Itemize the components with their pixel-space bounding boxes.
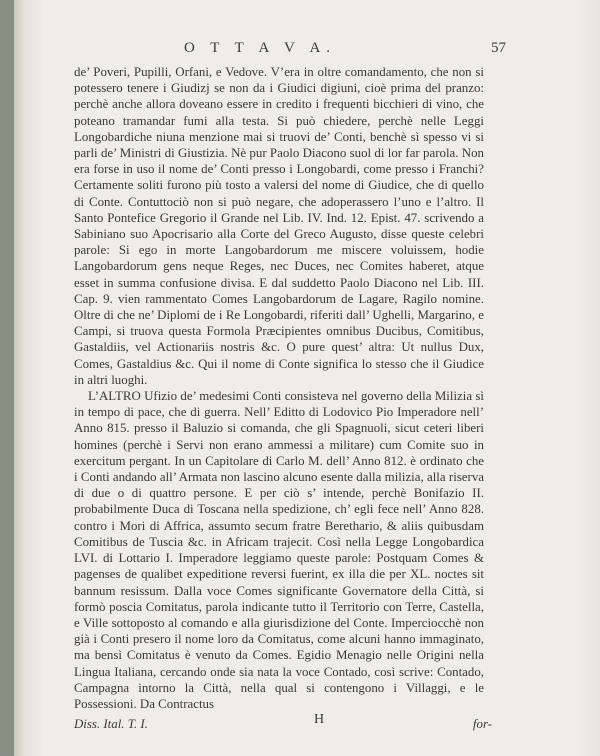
paper-sheet (14, 0, 600, 756)
paragraph-2: L’ALTRO Ufizio de’ medesimi Conti consisteva nel governo della Milizia sì in tempo di pace, che di guerra. Nell’ Editto di Lodovico Pio Imperadore nell’ Anno 815. presso il Baluzio si comanda, che gli Spagnuoli, sicut ceteri liberi homines (perchè i Servi non erano ammessi a militare) cum Comite suo in exercitum pergant. In un Capitolare di Carlo M. dell’ Anno 812. è ordinato che i Conti andando all’ Armata non lascino alcuno esente dalla milizia, alla riserva di due o di quattro persone. E per ciò s’ intende, perchè Bonifazio II. probabilmente Duca di Toscana nella spedizione, ch’ egli fece nell’ Anno 828. contro i Mori di Affrica, assumto secum fratre Berethario, & aliis quibusdam Comitibus de Tuscia &c. in Africam trajecit. Così nella Legge Longobardica LVI. di Lottario I. Imperadore leggiamo queste parole: Postquam Comes & pagenses de qualibet expeditione reversi fuerint, ex illa die per XL. noctes sit bannum resissum. Dalla voce Comes significante Governatore della Città, si formò poscia Comitatus, parola indicante tutto il Territorio con Terre, Castella, e Ville sottoposto al comando e alla giurisdizione del Conte. Imperciocchè non già i Conti presero il nome loro da Comitatus, come alcuni hanno immaginato, ma bensì Comitatus è venuto da Comes. Egidio Menagio nelle Origini nella Lingua Italiana, cercando onde sia nata la voce Contado, così scrive: Contado, Campagna intorno la Città, nella qual si contengono i Villaggi, e le Possessioni. Da Contractus (74, 389, 484, 711)
paragraph-1: de’ Poveri, Pupilli, Orfani, e Vedove. V’era in oltre comandamento, che non si potessero tenere i Giudizj se non da i Giudici digiuni, cioè prima del pranzo: perchè anche allora doveano essere in credito i frequenti bicchieri di vino, che poteano tramandar fumi alla testa. Si può chiedere, perchè nelle Leggi Longobardiche niuna menzione mai si truovi de’ Conti, benchè sì spesso vi si parli de’ Ministri di Giustizia. Nè pur Paolo Diacono suol di lor far parola. Non era forse in uso il nome de’ Conti presso i Longobardi, come presso i Franchi? Certamente soliti furono più tosto a valersi del nome di Giudice, che di quello di Conte. Contuttociò non si può negare, che adoperassero l’uno e l’altro. Il Santo Pontefice Gregorio il Grande nel Lib. IV. Ind. 12. Epist. 47. scrivendo a Sabiniano suo Apocrisario alla Corte del Greco Augusto, disse queste celebri parole: Si ego in morte Langobardorum me miscere voluissem, hodie Langobardorum gens neque Reges, nec Duces, nec Comites haberet, atque esset in summa confusione divisa. E dal suddetto Paolo Diacono nel Lib. III. Cap. 9. vien rammentato Comes Langobardorum de Lagare, Ragilo nomine. Oltre di che ne’ Diplomi de i Re Longobardi, riferiti dall’ Ughelli, Margarino, e Campi, si truova questa Formola Præcipientes omnibus Ducibus, Comitibus, Gastaldiis, vel Actionariis nostris &c. O pure quest’ altra: Ut nullus Dux, Comes, Gastaldius &c. Qui il nome di Conte significa lo stesso che il Giudice in altri luoghi. (74, 65, 484, 387)
page-footer (74, 712, 492, 744)
book-page (74, 40, 506, 744)
running-title: O T T A V A. (184, 40, 337, 56)
page-number: 57 (491, 40, 506, 56)
signature-mark: H (314, 712, 325, 728)
signature-line: Diss. Ital. T. I. (74, 717, 148, 732)
page-header (74, 40, 506, 62)
catchword: for- (472, 717, 492, 732)
